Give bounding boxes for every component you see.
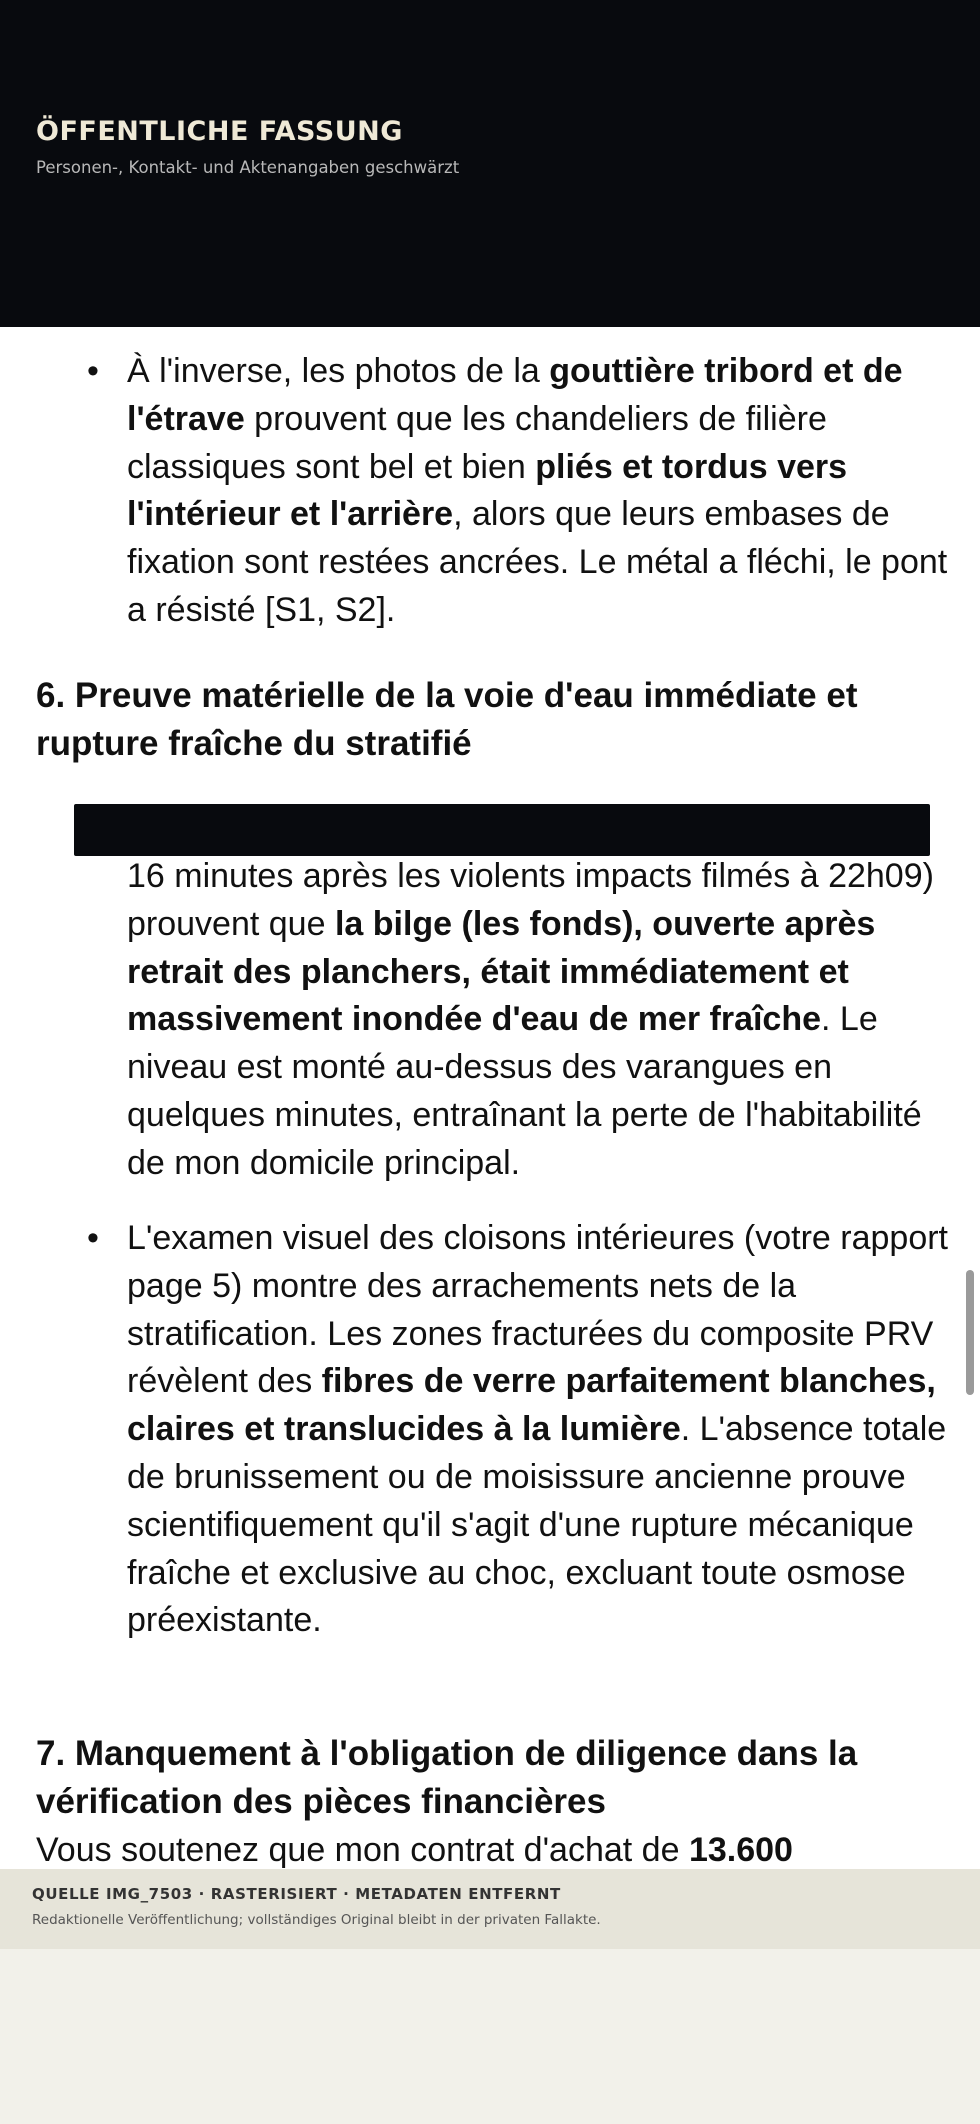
text-run-bold: pliés et tordus vers l'intérieur et l'arrière: [127, 447, 848, 534]
section-heading-7: 7. Manquement à l'obligation de diligence dans la vérification des pièces financières: [36, 1734, 858, 1821]
list-item: [87, 348, 957, 635]
text-run: Vous soutenez que mon contrat d'achat de: [36, 1831, 689, 1869]
footer-source-line: QUELLE IMG_7503 · RASTERISIERT · METADATEN ENTFERNT: [32, 1885, 561, 1903]
text-run: 16 minutes après les violents impacts filmés à 22h09) prouvent que: [127, 857, 934, 943]
text-run: L'examen visuel des cloisons intérieures (votre rapport page 5) montre des arrachements nets de la stratification. Les zones fracturées du composite PRV révèlent des: [127, 1219, 948, 1401]
section-heading-6: 6. Preuve matérielle de la voie d'eau immédiate et rupture fraîche du stratifié: [36, 676, 858, 763]
scrollbar-thumb[interactable]: [966, 1270, 974, 1395]
text-run-bold: gouttière tribord et de l'étrave: [127, 352, 903, 438]
footer-note: Redaktionelle Veröffentlichung; vollständiges Original bleibt in der privaten Fallakte.: [32, 1912, 601, 1928]
body-text-line: [36, 1826, 966, 1869]
bullet-icon: •: [87, 352, 99, 390]
list-item: [127, 853, 957, 1188]
text-run: À l'inverse, les photos de la: [127, 352, 550, 390]
text-run-bold: fibres de verre parfaitement blanches, claires et translucides à la lumière: [127, 1362, 936, 1449]
text-run: , alors que leurs embases de fixation sont restées ancrées. Le métal a fléchi, le pont a résisté [S1, S2].: [127, 495, 948, 629]
text-run-bold: 13.600: [688, 1831, 793, 1869]
document-body[interactable]: [0, 327, 980, 1869]
text-run: . L'absence totale de brunissement ou de moisissure ancienne prouve scientifiquement qu'il s'agit d'une rupture mécanique fraîche et exclusive au choc, excluant toute osmose préexistante.: [127, 1410, 947, 1640]
source-footer: [0, 1869, 980, 1949]
text-run: prouvent que les chandeliers de filière classiques sont bel et bien: [127, 399, 827, 486]
text-run-bold: la bilge (les fonds), ouverte après retrait des planchers, était immédiatement et massivement inondée d'eau de mer fraîche: [127, 904, 876, 1039]
list-item: [87, 1215, 957, 1645]
redaction-bar: [74, 804, 930, 856]
banner-subtitle: Personen-, Kontakt- und Aktenangaben geschwärzt: [36, 158, 460, 177]
redaction-banner: [0, 0, 980, 327]
banner-title: ÖFFENTLICHE FASSUNG: [36, 116, 403, 147]
text-run: . Le niveau est monté au-dessus des varangues en quelques minutes, entraînant la perte de l'habitabilité de mon domicile principal.: [127, 1000, 922, 1182]
bullet-icon: •: [87, 1219, 99, 1257]
